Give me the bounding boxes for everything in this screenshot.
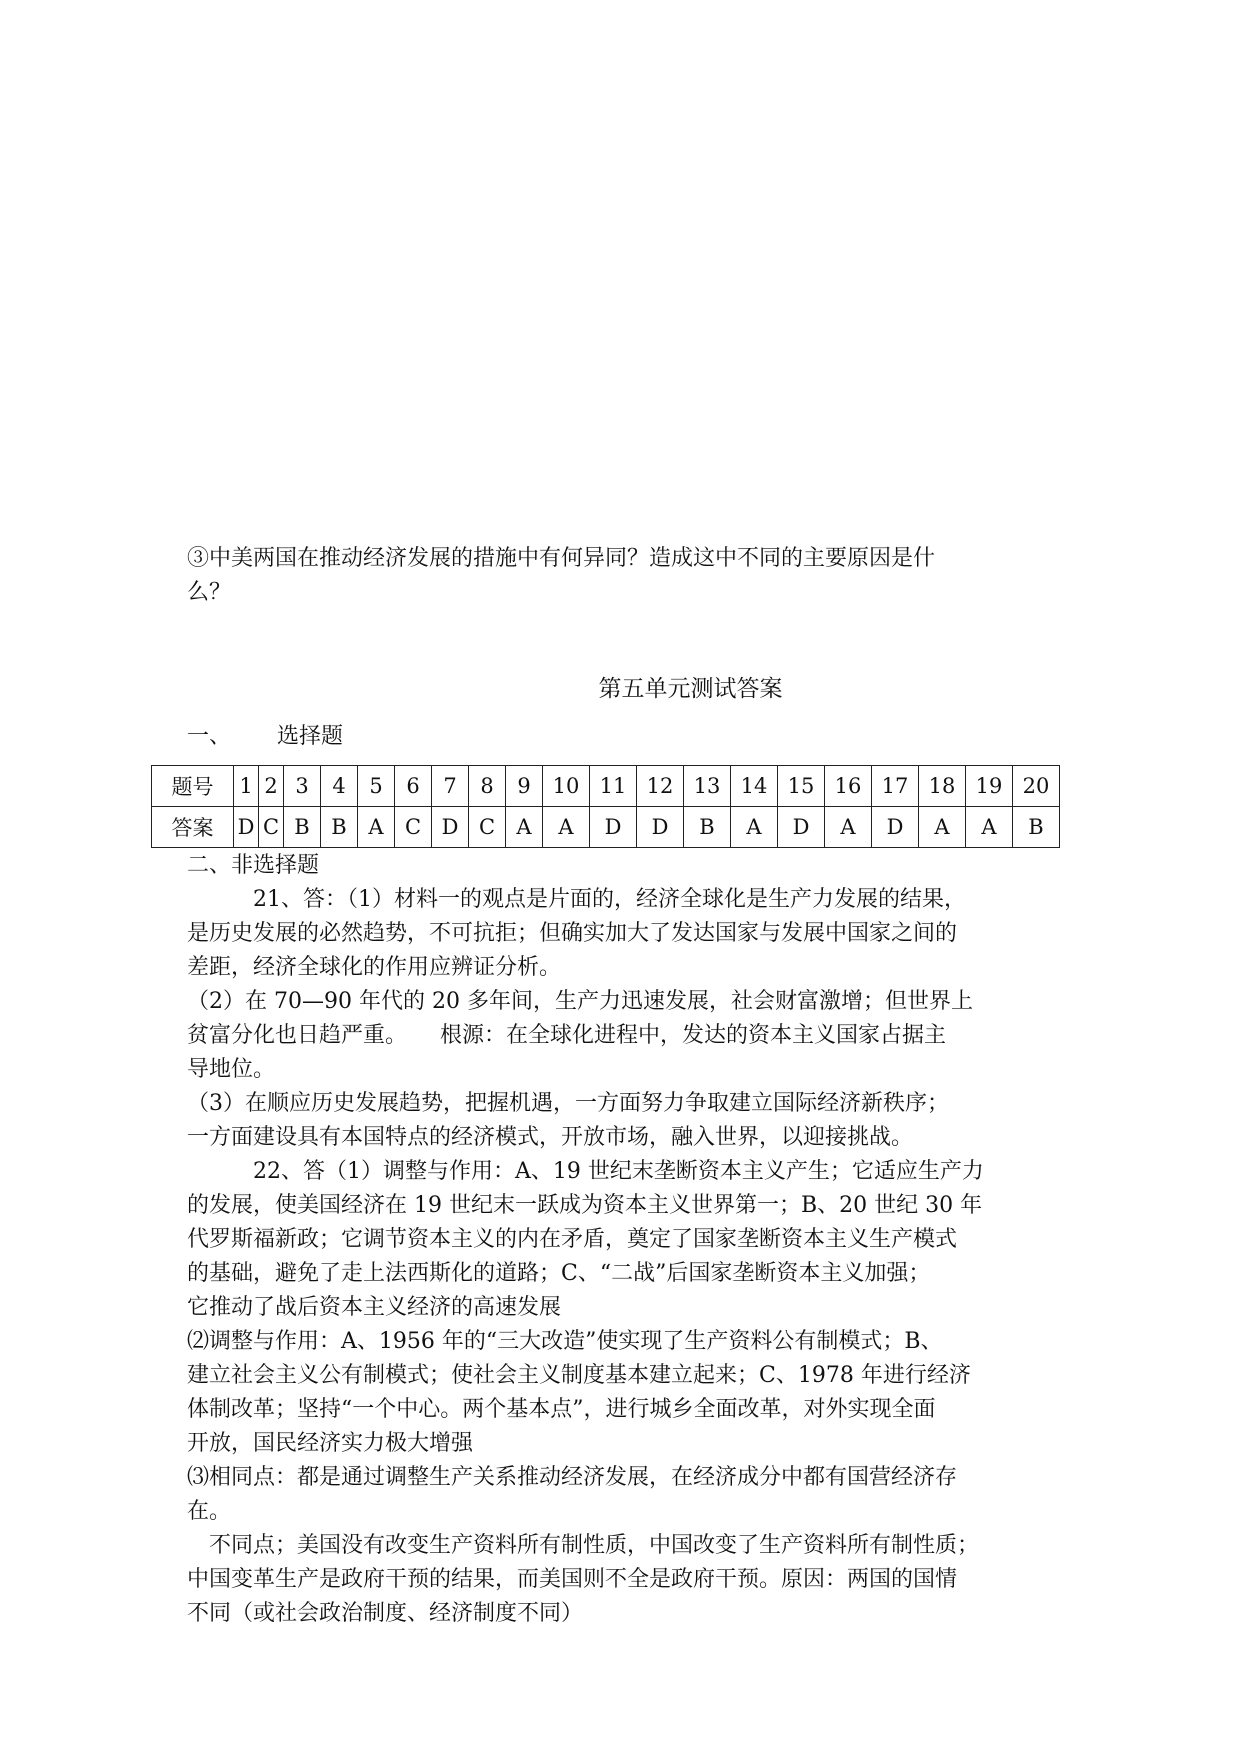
- question-3-line-1: ③中美两国在推动经济发展的措施中有何异同？造成这中不同的主要原因是什: [187, 546, 936, 571]
- answer-title: 第五单元测试答案: [598, 676, 783, 702]
- number-cell: 14: [731, 766, 778, 807]
- answer-cell: D: [872, 807, 919, 848]
- number-cell: 3: [284, 766, 321, 807]
- q22-line-1: 22、答（1）调整与作用：A、19 世纪末垄断资本主义产生；它适应生产力: [253, 1159, 984, 1184]
- number-cell: 12: [637, 766, 684, 807]
- section-one-number: 一、: [187, 724, 232, 749]
- q22-line-12: 不同点；美国没有改变生产资料所有制性质，中国改变了生产资料所有制性质；: [209, 1533, 980, 1558]
- answer-cell: A: [506, 807, 543, 848]
- answer-cell: A: [543, 807, 590, 848]
- answer-cell: A: [966, 807, 1013, 848]
- q21-line-4: （2）在 70—90 年代的 20 多年间，生产力迅速发展，社会财富激增；但世界上: [187, 989, 973, 1014]
- answer-cell: B: [1013, 807, 1060, 848]
- q22-line-5: 它推动了战后资本主义经济的高速发展: [187, 1295, 562, 1320]
- q21-line-1: 21、答：（1）材料一的观点是片面的，经济全球化是生产力发展的结果，: [253, 887, 966, 912]
- number-cell: 15: [778, 766, 825, 807]
- answer-cell: A: [731, 807, 778, 848]
- number-cell: 19: [966, 766, 1013, 807]
- q21-line-6: 导地位。: [187, 1057, 276, 1082]
- q22-line-3: 代罗斯福新政；它调节资本主义的内在矛盾，奠定了国家垄断资本主义生产模式: [187, 1227, 958, 1252]
- q22-line-7: 建立社会主义公有制模式；使社会主义制度基本建立起来；C、1978 年进行经济: [187, 1363, 971, 1388]
- number-cell: 2: [259, 766, 284, 807]
- q22-line-13: 中国变革生产是政府干预的结果，而美国则不全是政府干预。原因：两国的国情: [187, 1567, 958, 1592]
- q22-line-10: ⑶相同点：都是通过调整生产关系推动经济发展，在经济成分中都有国营经济存: [187, 1465, 958, 1490]
- q21-line-2: 是历史发展的必然趋势，不可抗拒；但确实加大了发达国家与发展中国家之间的: [187, 921, 958, 946]
- answer-cell: B: [684, 807, 731, 848]
- section-two-heading: 二、非选择题: [187, 853, 320, 878]
- answer-cell: A: [358, 807, 395, 848]
- answer-label-cell: 答案: [152, 807, 234, 848]
- answer-cell: B: [321, 807, 358, 848]
- number-cell: 9: [506, 766, 543, 807]
- header-label-cell: 题号: [152, 766, 234, 807]
- number-cell: 6: [395, 766, 432, 807]
- q22-line-9: 开放，国民经济实力极大增强: [187, 1431, 474, 1456]
- q21-line-5: 贫富分化也日趋严重。 根源：在全球化进程中，发达的资本主义国家占据主: [187, 1023, 947, 1048]
- answer-cell: C: [395, 807, 432, 848]
- q22-line-2: 的发展，使美国经济在 19 世纪末一跃成为资本主义世界第一；B、20 世纪 30 年: [187, 1193, 983, 1218]
- answer-cell: D: [432, 807, 469, 848]
- q22-line-14: 不同（或社会政治制度、经济制度不同）: [187, 1601, 584, 1626]
- number-cell: 20: [1013, 766, 1060, 807]
- number-cell: 17: [872, 766, 919, 807]
- answer-cell: A: [919, 807, 966, 848]
- answer-row: [152, 807, 1060, 848]
- q22-line-6: ⑵调整与作用：A、1956 年的“三大改造”使实现了生产资料公有制模式；B、: [187, 1329, 943, 1354]
- q22-line-11: 在。: [187, 1499, 232, 1524]
- answer-cell: D: [778, 807, 825, 848]
- answer-cell: D: [590, 807, 637, 848]
- number-cell: 13: [684, 766, 731, 807]
- number-cell: 11: [590, 766, 637, 807]
- answer-cell: C: [259, 807, 284, 848]
- question-number-row: [152, 766, 1060, 807]
- q22-line-4: 的基础，避免了走上法西斯化的道路；C、“二战”后国家垄断资本主义加强；: [187, 1261, 931, 1286]
- q22-line-8: 体制改革；坚持“一个中心。两个基本点”，进行城乡全面改革，对外实现全面: [187, 1397, 936, 1422]
- question-3-line-2: 么？: [187, 580, 232, 605]
- number-cell: 8: [469, 766, 506, 807]
- number-cell: 1: [234, 766, 259, 807]
- number-cell: 10: [543, 766, 590, 807]
- number-cell: 16: [825, 766, 872, 807]
- answer-cell: D: [637, 807, 684, 848]
- number-cell: 5: [358, 766, 395, 807]
- answer-cell: B: [284, 807, 321, 848]
- number-cell: 4: [321, 766, 358, 807]
- answer-table: [151, 765, 1060, 848]
- number-cell: 18: [919, 766, 966, 807]
- q21-line-3: 差距，经济全球化的作用应辨证分析。: [187, 955, 562, 980]
- q21-line-8: 一方面建设具有本国特点的经济模式，开放市场，融入世界，以迎接挑战。: [187, 1125, 914, 1150]
- answer-cell: C: [469, 807, 506, 848]
- q21-line-7: （3）在顺应历史发展趋势，把握机遇，一方面努力争取建立国际经济新秩序；: [187, 1091, 949, 1116]
- section-one-label: 选择题: [277, 724, 344, 749]
- number-cell: 7: [432, 766, 469, 807]
- answer-cell: D: [234, 807, 259, 848]
- answer-cell: A: [825, 807, 872, 848]
